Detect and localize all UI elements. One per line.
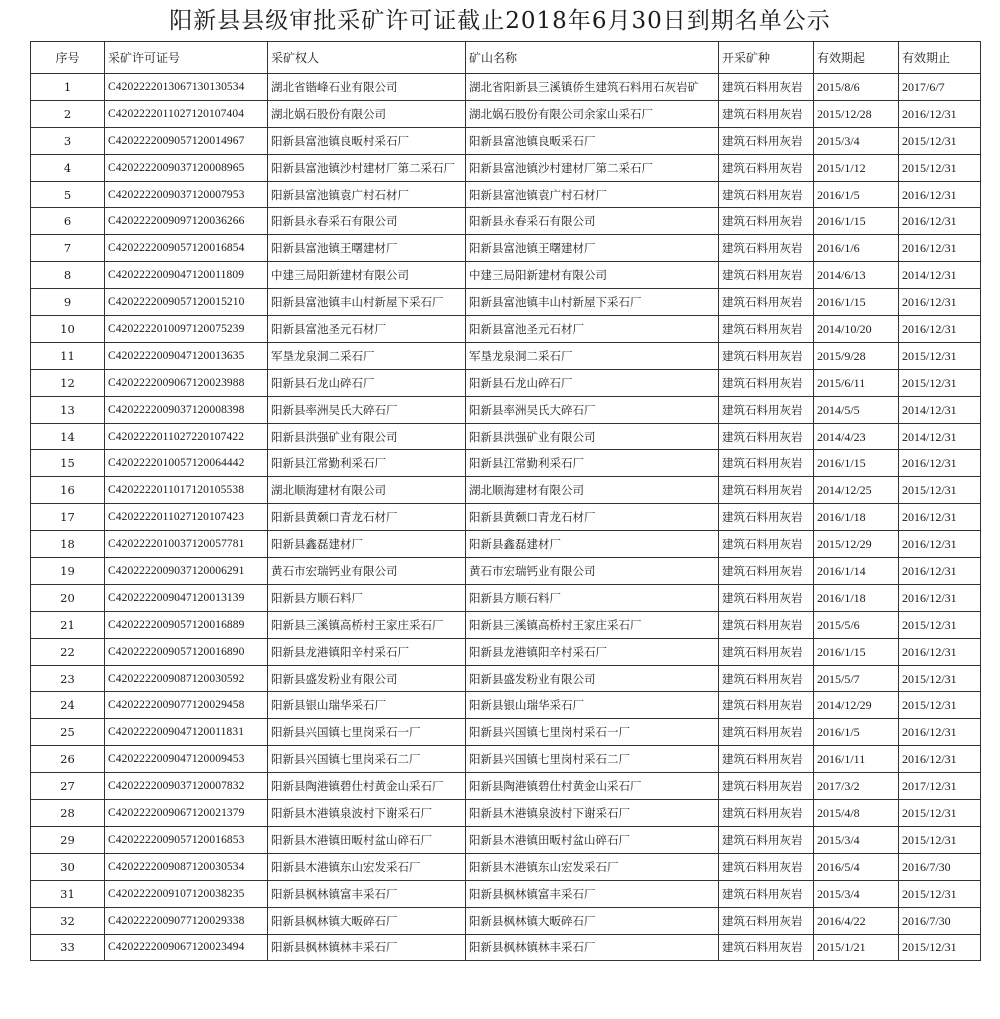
- cell-license-no: C4202222010097120075239: [105, 316, 268, 343]
- cell-mine-name: 阳新县陶港镇碧仕村黄金山采石厂: [466, 773, 719, 800]
- column-header-valid-to: 有效期止: [899, 42, 981, 74]
- cell-valid-from: 2015/1/21: [814, 934, 899, 961]
- cell-mineral: 建筑石料用灰岩: [719, 289, 814, 316]
- cell-holder: 阳新县木港镇泉波村下谢采石厂: [268, 800, 466, 827]
- cell-seq: 20: [31, 584, 105, 611]
- cell-seq: 8: [31, 262, 105, 289]
- cell-valid-from: 2016/1/11: [814, 746, 899, 773]
- table-row: [31, 369, 981, 396]
- cell-mineral: 建筑石料用灰岩: [719, 665, 814, 692]
- cell-holder: 阳新县石龙山碎石厂: [268, 369, 466, 396]
- cell-valid-to: 2016/12/31: [899, 235, 981, 262]
- cell-seq: 10: [31, 316, 105, 343]
- cell-license-no: C4202222011027120107404: [105, 100, 268, 127]
- cell-valid-from: 2015/5/6: [814, 611, 899, 638]
- cell-valid-from: 2015/8/6: [814, 74, 899, 101]
- cell-mine-name: 阳新县木港镇东山宏发采石厂: [466, 853, 719, 880]
- cell-holder: 阳新县枫林镇富丰采石厂: [268, 880, 466, 907]
- cell-seq: 32: [31, 907, 105, 934]
- column-header-valid-from: 有效期起: [814, 42, 899, 74]
- cell-seq: 33: [31, 934, 105, 961]
- cell-valid-from: 2016/1/15: [814, 289, 899, 316]
- table-row: [31, 208, 981, 235]
- cell-valid-from: 2015/3/4: [814, 880, 899, 907]
- cell-mineral: 建筑石料用灰岩: [719, 423, 814, 450]
- table-row: [31, 316, 981, 343]
- cell-holder: 阳新县江常勤利采石厂: [268, 450, 466, 477]
- cell-license-no: C4202222009107120038235: [105, 880, 268, 907]
- cell-mine-name: 阳新县三溪镇高桥村王家庄采石厂: [466, 611, 719, 638]
- cell-license-no: C4202222010037120057781: [105, 531, 268, 558]
- cell-mineral: 建筑石料用灰岩: [719, 342, 814, 369]
- cell-license-no: C4202222013067130130534: [105, 74, 268, 101]
- cell-mine-name: 阳新县富池镇王曙建材厂: [466, 235, 719, 262]
- cell-mine-name: 阳新县鑫磊建材厂: [466, 531, 719, 558]
- cell-mineral: 建筑石料用灰岩: [719, 127, 814, 154]
- table-row: [31, 665, 981, 692]
- cell-mine-name: 黄石市宏瑞钙业有限公司: [466, 558, 719, 585]
- table-row: [31, 692, 981, 719]
- cell-mine-name: 阳新县木港镇田畈村盆山碎石厂: [466, 826, 719, 853]
- cell-mineral: 建筑石料用灰岩: [719, 826, 814, 853]
- cell-license-no: C4202222009057120016890: [105, 638, 268, 665]
- cell-mine-name: 湖北顺海建材有限公司: [466, 477, 719, 504]
- table-row: [31, 477, 981, 504]
- cell-seq: 12: [31, 369, 105, 396]
- table-row: [31, 74, 981, 101]
- cell-holder: 阳新县木港镇东山宏发采石厂: [268, 853, 466, 880]
- cell-holder: 阳新县龙港镇阳辛村采石厂: [268, 638, 466, 665]
- cell-license-no: C4202222009057120016854: [105, 235, 268, 262]
- cell-license-no: C4202222009047120013635: [105, 342, 268, 369]
- cell-seq: 14: [31, 423, 105, 450]
- cell-valid-to: 2014/12/31: [899, 423, 981, 450]
- cell-holder: 阳新县富池镇丰山村新屋下采石厂: [268, 289, 466, 316]
- cell-mine-name: 阳新县富池镇沙村建材厂第二采石厂: [466, 154, 719, 181]
- table-row: [31, 262, 981, 289]
- cell-seq: 24: [31, 692, 105, 719]
- cell-valid-from: 2015/1/12: [814, 154, 899, 181]
- cell-mine-name: 阳新县黄颡口青龙石材厂: [466, 504, 719, 531]
- cell-mineral: 建筑石料用灰岩: [719, 934, 814, 961]
- cell-mineral: 建筑石料用灰岩: [719, 369, 814, 396]
- cell-holder: 阳新县富池镇沙村建材厂第二采石厂: [268, 154, 466, 181]
- cell-valid-to: 2015/12/31: [899, 477, 981, 504]
- cell-valid-to: 2015/12/31: [899, 369, 981, 396]
- table-row: [31, 853, 981, 880]
- cell-valid-to: 2015/12/31: [899, 826, 981, 853]
- cell-valid-to: 2015/12/31: [899, 934, 981, 961]
- cell-license-no: C4202222009047120009453: [105, 746, 268, 773]
- cell-mineral: 建筑石料用灰岩: [719, 558, 814, 585]
- cell-valid-from: 2017/3/2: [814, 773, 899, 800]
- cell-mine-name: 军垦龙泉洞二采石厂: [466, 342, 719, 369]
- table-row: [31, 880, 981, 907]
- cell-mine-name: 阳新县洪强矿业有限公司: [466, 423, 719, 450]
- table-row: [31, 396, 981, 423]
- cell-mineral: 建筑石料用灰岩: [719, 450, 814, 477]
- cell-valid-from: 2015/3/4: [814, 826, 899, 853]
- cell-holder: 阳新县枫林镇林丰采石厂: [268, 934, 466, 961]
- cell-valid-to: 2016/12/31: [899, 100, 981, 127]
- table-row: [31, 531, 981, 558]
- cell-mineral: 建筑石料用灰岩: [719, 746, 814, 773]
- cell-mine-name: 阳新县枫林镇大畈碎石厂: [466, 907, 719, 934]
- cell-valid-to: 2015/12/31: [899, 880, 981, 907]
- cell-valid-to: 2016/12/31: [899, 746, 981, 773]
- cell-seq: 28: [31, 800, 105, 827]
- cell-mine-name: 阳新县富池镇丰山村新屋下采石厂: [466, 289, 719, 316]
- cell-valid-to: 2016/12/31: [899, 208, 981, 235]
- table-row: [31, 826, 981, 853]
- cell-license-no: C4202222011017120105538: [105, 477, 268, 504]
- cell-valid-to: 2016/12/31: [899, 531, 981, 558]
- cell-seq: 22: [31, 638, 105, 665]
- table-row: [31, 342, 981, 369]
- cell-seq: 29: [31, 826, 105, 853]
- cell-mineral: 建筑石料用灰岩: [719, 907, 814, 934]
- cell-license-no: C4202222009047120011831: [105, 719, 268, 746]
- cell-seq: 23: [31, 665, 105, 692]
- cell-mineral: 建筑石料用灰岩: [719, 531, 814, 558]
- table-row: [31, 154, 981, 181]
- page-title: 阳新县县级审批采矿许可证截止2018年6月30日到期名单公示: [169, 8, 831, 34]
- cell-mineral: 建筑石料用灰岩: [719, 235, 814, 262]
- cell-valid-from: 2014/6/13: [814, 262, 899, 289]
- cell-holder: 阳新县鑫磊建材厂: [268, 531, 466, 558]
- cell-mine-name: 阳新县木港镇泉波村下谢采石厂: [466, 800, 719, 827]
- cell-mine-name: 阳新县富池镇袁广村石材厂: [466, 181, 719, 208]
- cell-mineral: 建筑石料用灰岩: [719, 584, 814, 611]
- table-row: [31, 773, 981, 800]
- cell-valid-from: 2015/9/28: [814, 342, 899, 369]
- cell-seq: 18: [31, 531, 105, 558]
- cell-license-no: C4202222009037120008398: [105, 396, 268, 423]
- table-row: [31, 450, 981, 477]
- cell-valid-to: 2016/7/30: [899, 907, 981, 934]
- cell-valid-from: 2016/1/15: [814, 638, 899, 665]
- column-header-license-no: 采矿许可证号: [105, 42, 268, 74]
- cell-holder: 阳新县陶港镇碧仕村黄金山采石厂: [268, 773, 466, 800]
- cell-holder: 阳新县盛发粉业有限公司: [268, 665, 466, 692]
- cell-mine-name: 中建三局阳新建材有限公司: [466, 262, 719, 289]
- column-header-holder: 采矿权人: [268, 42, 466, 74]
- table-row: [31, 638, 981, 665]
- cell-valid-from: 2015/6/11: [814, 369, 899, 396]
- cell-valid-from: 2015/12/28: [814, 100, 899, 127]
- cell-mineral: 建筑石料用灰岩: [719, 504, 814, 531]
- cell-license-no: C4202222010057120064442: [105, 450, 268, 477]
- cell-holder: 阳新县兴国镇七里岗采石二厂: [268, 746, 466, 773]
- cell-mineral: 建筑石料用灰岩: [719, 692, 814, 719]
- cell-valid-to: 2016/12/31: [899, 584, 981, 611]
- cell-mineral: 建筑石料用灰岩: [719, 74, 814, 101]
- cell-holder: 阳新县黄颡口青龙石材厂: [268, 504, 466, 531]
- cell-license-no: C4202222009087120030592: [105, 665, 268, 692]
- cell-mine-name: 阳新县兴国镇七里岗村采石一厂: [466, 719, 719, 746]
- cell-mineral: 建筑石料用灰岩: [719, 262, 814, 289]
- cell-mineral: 建筑石料用灰岩: [719, 208, 814, 235]
- cell-valid-from: 2014/12/29: [814, 692, 899, 719]
- cell-seq: 11: [31, 342, 105, 369]
- cell-seq: 5: [31, 181, 105, 208]
- table-row: [31, 289, 981, 316]
- cell-license-no: C4202222009047120013139: [105, 584, 268, 611]
- cell-valid-to: 2015/12/31: [899, 692, 981, 719]
- cell-holder: 黄石市宏瑞钙业有限公司: [268, 558, 466, 585]
- cell-holder: 阳新县永春采石有限公司: [268, 208, 466, 235]
- cell-mine-name: 阳新县兴国镇七里岗村采石二厂: [466, 746, 719, 773]
- cell-valid-to: 2015/12/31: [899, 127, 981, 154]
- cell-valid-to: 2016/12/31: [899, 450, 981, 477]
- cell-holder: 阳新县木港镇田畈村盆山碎石厂: [268, 826, 466, 853]
- cell-holder: 湖北顺海建材有限公司: [268, 477, 466, 504]
- cell-valid-to: 2016/12/31: [899, 504, 981, 531]
- cell-holder: 阳新县率洲吴氏大碎石厂: [268, 396, 466, 423]
- cell-mine-name: 阳新县龙港镇阳辛村采石厂: [466, 638, 719, 665]
- cell-holder: 湖北娲石股份有限公司: [268, 100, 466, 127]
- cell-mine-name: 阳新县银山瑞华采石厂: [466, 692, 719, 719]
- cell-seq: 17: [31, 504, 105, 531]
- cell-mine-name: 湖北娲石股份有限公司余家山采石厂: [466, 100, 719, 127]
- cell-holder: 阳新县三溪镇高桥村王家庄采石厂: [268, 611, 466, 638]
- cell-valid-to: 2016/7/30: [899, 853, 981, 880]
- cell-valid-to: 2014/12/31: [899, 396, 981, 423]
- cell-mineral: 建筑石料用灰岩: [719, 773, 814, 800]
- cell-valid-from: 2016/1/18: [814, 504, 899, 531]
- column-header-mineral: 开采矿种: [719, 42, 814, 74]
- cell-mine-name: 阳新县石龙山碎石厂: [466, 369, 719, 396]
- cell-valid-from: 2016/1/18: [814, 584, 899, 611]
- cell-valid-from: 2015/12/29: [814, 531, 899, 558]
- table-row: [31, 746, 981, 773]
- table-row: [31, 235, 981, 262]
- cell-mine-name: 湖北省阳新县三溪镇侨生建筑石料用石灰岩矿: [466, 74, 719, 101]
- cell-seq: 1: [31, 74, 105, 101]
- cell-valid-from: 2014/5/5: [814, 396, 899, 423]
- cell-mineral: 建筑石料用灰岩: [719, 477, 814, 504]
- cell-valid-from: 2016/1/14: [814, 558, 899, 585]
- cell-valid-from: 2014/4/23: [814, 423, 899, 450]
- cell-license-no: C4202222009097120036266: [105, 208, 268, 235]
- cell-valid-from: 2016/4/22: [814, 907, 899, 934]
- table-body: [31, 74, 981, 961]
- cell-seq: 15: [31, 450, 105, 477]
- cell-license-no: C4202222009047120011809: [105, 262, 268, 289]
- cell-holder: 阳新县富池镇王曙建材厂: [268, 235, 466, 262]
- table-row: [31, 934, 981, 961]
- cell-mine-name: 阳新县枫林镇富丰采石厂: [466, 880, 719, 907]
- cell-license-no: C4202222009057120016889: [105, 611, 268, 638]
- cell-valid-to: 2017/12/31: [899, 773, 981, 800]
- cell-valid-from: 2015/4/8: [814, 800, 899, 827]
- cell-mineral: 建筑石料用灰岩: [719, 719, 814, 746]
- cell-license-no: C4202222009057120016853: [105, 826, 268, 853]
- cell-mine-name: 阳新县率洲吴氏大碎石厂: [466, 396, 719, 423]
- cell-seq: 6: [31, 208, 105, 235]
- cell-mine-name: 阳新县盛发粉业有限公司: [466, 665, 719, 692]
- cell-valid-from: 2016/5/4: [814, 853, 899, 880]
- cell-seq: 21: [31, 611, 105, 638]
- cell-license-no: C4202222009057120015210: [105, 289, 268, 316]
- table-row: [31, 719, 981, 746]
- cell-valid-from: 2016/1/15: [814, 208, 899, 235]
- cell-mineral: 建筑石料用灰岩: [719, 181, 814, 208]
- cell-seq: 30: [31, 853, 105, 880]
- cell-mineral: 建筑石料用灰岩: [719, 638, 814, 665]
- cell-mine-name: 阳新县江常勤利采石厂: [466, 450, 719, 477]
- cell-valid-to: 2016/12/31: [899, 638, 981, 665]
- table-row: [31, 423, 981, 450]
- cell-mineral: 建筑石料用灰岩: [719, 880, 814, 907]
- cell-holder: 军垦龙泉洞二采石厂: [268, 342, 466, 369]
- cell-mineral: 建筑石料用灰岩: [719, 800, 814, 827]
- cell-valid-from: 2014/10/20: [814, 316, 899, 343]
- table-row: [31, 907, 981, 934]
- cell-seq: 25: [31, 719, 105, 746]
- cell-seq: 19: [31, 558, 105, 585]
- cell-holder: 阳新县富池镇袁广村石材厂: [268, 181, 466, 208]
- table-row: [31, 181, 981, 208]
- cell-holder: 阳新县富池圣元石材厂: [268, 316, 466, 343]
- cell-holder: 阳新县富池镇良畈村采石厂: [268, 127, 466, 154]
- cell-license-no: C4202222011027120107423: [105, 504, 268, 531]
- cell-license-no: C4202222009037120008965: [105, 154, 268, 181]
- cell-valid-to: 2017/6/7: [899, 74, 981, 101]
- cell-valid-from: 2016/1/5: [814, 719, 899, 746]
- cell-license-no: C4202222009037120007832: [105, 773, 268, 800]
- cell-seq: 2: [31, 100, 105, 127]
- cell-mine-name: 阳新县永春采石有限公司: [466, 208, 719, 235]
- cell-license-no: C4202222009077120029338: [105, 907, 268, 934]
- cell-seq: 26: [31, 746, 105, 773]
- cell-valid-to: 2016/12/31: [899, 316, 981, 343]
- cell-valid-from: 2016/1/6: [814, 235, 899, 262]
- cell-license-no: C4202222011027220107422: [105, 423, 268, 450]
- cell-license-no: C4202222009037120006291: [105, 558, 268, 585]
- cell-valid-to: 2016/12/31: [899, 558, 981, 585]
- cell-mine-name: 阳新县方顺石料厂: [466, 584, 719, 611]
- cell-valid-to: 2015/12/31: [899, 342, 981, 369]
- cell-seq: 3: [31, 127, 105, 154]
- cell-valid-from: 2015/5/7: [814, 665, 899, 692]
- cell-mineral: 建筑石料用灰岩: [719, 396, 814, 423]
- column-header-mine-name: 矿山名称: [466, 42, 719, 74]
- cell-valid-to: 2015/12/31: [899, 611, 981, 638]
- table-row: [31, 504, 981, 531]
- cell-license-no: C4202222009067120023494: [105, 934, 268, 961]
- cell-mine-name: 阳新县富池镇良畈采石厂: [466, 127, 719, 154]
- cell-holder: 阳新县方顺石料厂: [268, 584, 466, 611]
- cell-holder: 湖北省锴峰石业有限公司: [268, 74, 466, 101]
- cell-valid-to: 2016/12/31: [899, 289, 981, 316]
- cell-valid-to: 2016/12/31: [899, 181, 981, 208]
- cell-license-no: C4202222009067120021379: [105, 800, 268, 827]
- cell-seq: 13: [31, 396, 105, 423]
- cell-license-no: C4202222009067120023988: [105, 369, 268, 396]
- cell-seq: 27: [31, 773, 105, 800]
- table-row: [31, 584, 981, 611]
- cell-valid-to: 2015/12/31: [899, 154, 981, 181]
- cell-valid-to: 2014/12/31: [899, 262, 981, 289]
- cell-seq: 4: [31, 154, 105, 181]
- table-header-row: [31, 42, 981, 74]
- cell-seq: 16: [31, 477, 105, 504]
- cell-holder: 阳新县枫林镇大畈碎石厂: [268, 907, 466, 934]
- cell-mineral: 建筑石料用灰岩: [719, 611, 814, 638]
- cell-seq: 31: [31, 880, 105, 907]
- cell-holder: 阳新县银山瑞华采石厂: [268, 692, 466, 719]
- cell-valid-to: 2016/12/31: [899, 719, 981, 746]
- table-row: [31, 127, 981, 154]
- cell-seq: 7: [31, 235, 105, 262]
- cell-mineral: 建筑石料用灰岩: [719, 100, 814, 127]
- cell-mineral: 建筑石料用灰岩: [719, 316, 814, 343]
- table-row: [31, 611, 981, 638]
- cell-valid-from: 2014/12/25: [814, 477, 899, 504]
- cell-mineral: 建筑石料用灰岩: [719, 154, 814, 181]
- cell-license-no: C4202222009077120029458: [105, 692, 268, 719]
- cell-mineral: 建筑石料用灰岩: [719, 853, 814, 880]
- table-row: [31, 100, 981, 127]
- cell-license-no: C4202222009087120030534: [105, 853, 268, 880]
- cell-valid-from: 2016/1/15: [814, 450, 899, 477]
- cell-license-no: C4202222009037120007953: [105, 181, 268, 208]
- cell-mine-name: 阳新县枫林镇林丰采石厂: [466, 934, 719, 961]
- cell-valid-from: 2016/1/5: [814, 181, 899, 208]
- cell-holder: 中建三局阳新建材有限公司: [268, 262, 466, 289]
- cell-mine-name: 阳新县富池圣元石材厂: [466, 316, 719, 343]
- license-table: [30, 41, 981, 961]
- cell-valid-to: 2015/12/31: [899, 665, 981, 692]
- cell-holder: 阳新县洪强矿业有限公司: [268, 423, 466, 450]
- table-row: [31, 558, 981, 585]
- cell-valid-to: 2015/12/31: [899, 800, 981, 827]
- cell-license-no: C4202222009057120014967: [105, 127, 268, 154]
- cell-seq: 9: [31, 289, 105, 316]
- cell-valid-from: 2015/3/4: [814, 127, 899, 154]
- column-header-seq: 序号: [31, 42, 105, 74]
- table-row: [31, 800, 981, 827]
- cell-holder: 阳新县兴国镇七里岗采石一厂: [268, 719, 466, 746]
